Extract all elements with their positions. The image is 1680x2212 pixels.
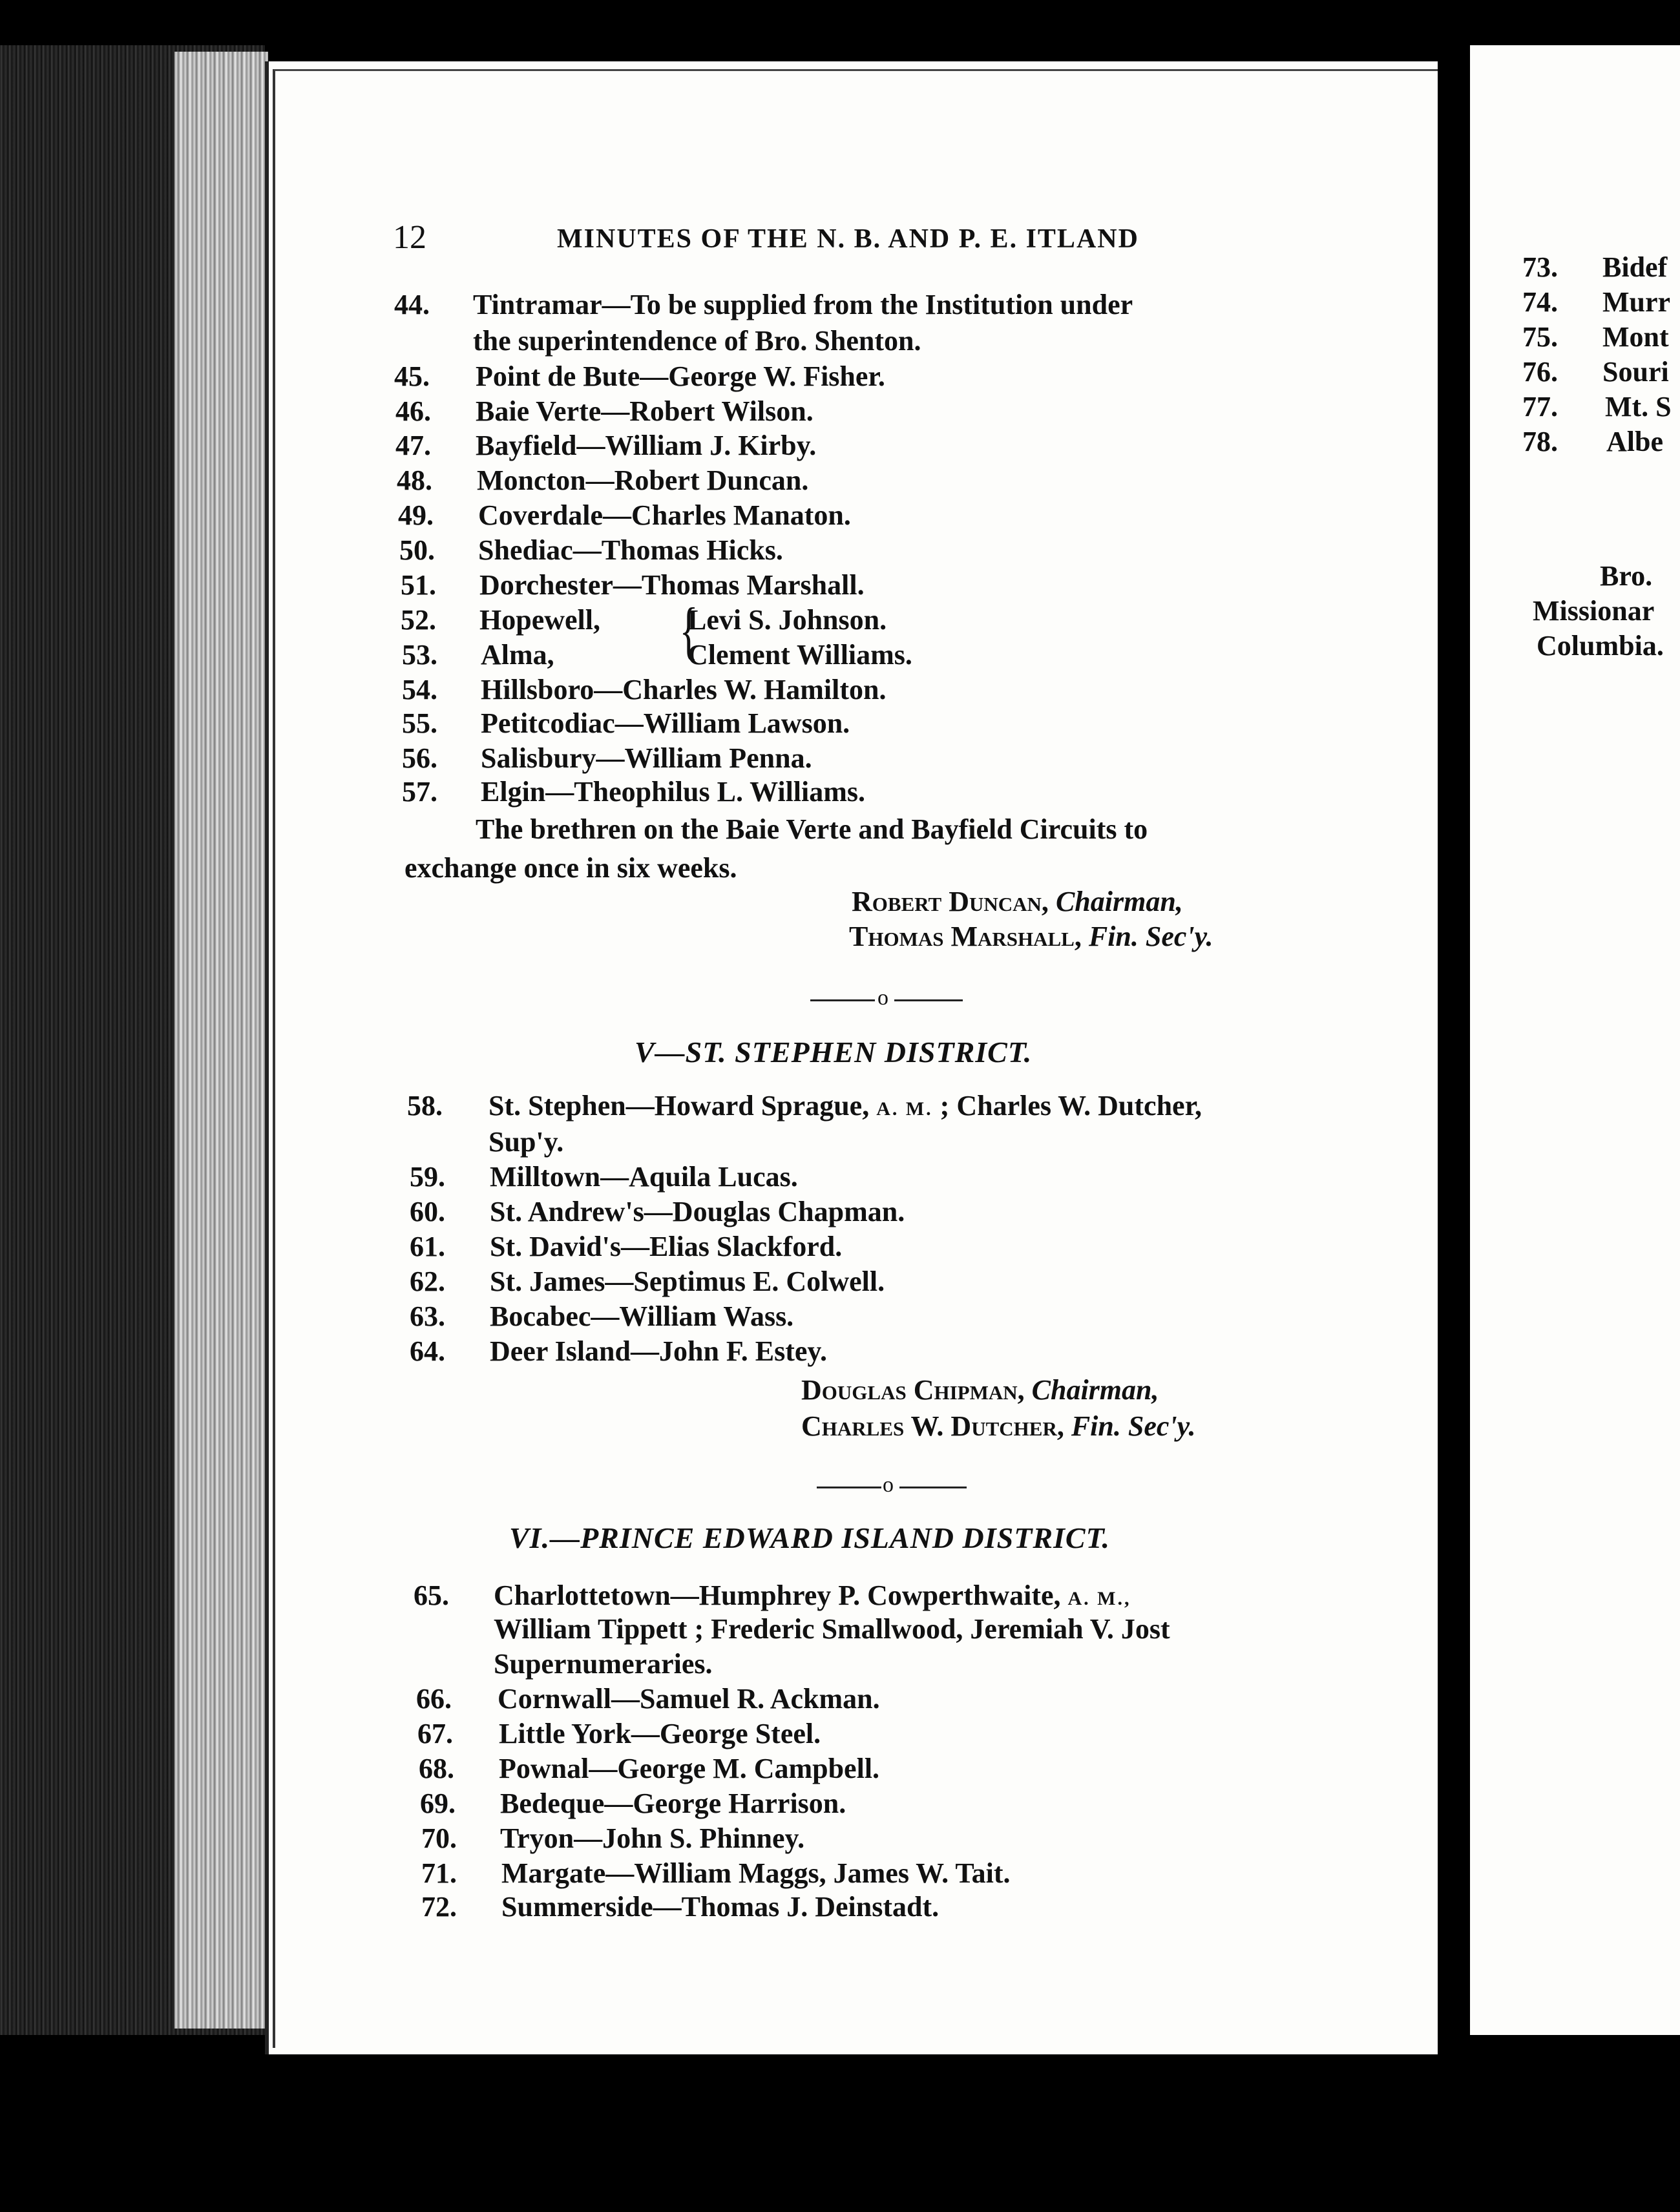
entry-number: 78. [1522, 426, 1558, 457]
right-page-note-cont: Columbia. [1537, 630, 1664, 662]
entry-text [494, 1579, 1131, 1612]
signatory-name: Douglas Chipman, [801, 1374, 1025, 1406]
entry-number: 74. [1522, 286, 1558, 318]
entry-text: St. James—Septimus E. Colwell. [490, 1266, 885, 1297]
separator-mark: o [883, 1473, 894, 1497]
entry-text-part: Charlottetown—Humphrey P. Cowperthwaite, [494, 1580, 1061, 1611]
entry-text: Tryon—John S. Phinney. [500, 1822, 805, 1854]
entry-number: 56. [402, 742, 437, 774]
entry-text: Hillsboro—Charles W. Hamilton. [481, 674, 887, 705]
separator-rule [817, 1487, 881, 1488]
entry-number: 61. [410, 1231, 445, 1262]
entry-number: 71. [421, 1857, 457, 1889]
entry-text: Deer Island—John F. Estey. [490, 1335, 827, 1367]
entry-text: Summerside—Thomas J. Deinstadt. [501, 1891, 940, 1923]
entry-number: 52. [401, 604, 436, 636]
entry-number: 63. [410, 1300, 445, 1332]
entry-text: Tintramar—To be supplied from the Institution under [473, 289, 1133, 320]
separator-rule [899, 1487, 967, 1488]
district6-heading: VI.—PRINCE EDWARD ISLAND DISTRICT. [509, 1521, 1110, 1554]
entry-text: Pownal—George M. Campbell. [499, 1753, 880, 1784]
entry-number: 44. [394, 289, 430, 320]
entry-number: 66. [416, 1683, 452, 1715]
entry-number: 65. [414, 1580, 449, 1611]
entry-number: 70. [421, 1822, 457, 1854]
entry-number: 53. [402, 639, 437, 671]
page-number: 12 [393, 219, 426, 256]
signatory-name: Charles W. Dutcher, [801, 1410, 1064, 1442]
entry-text: Bayfield—William J. Kirby. [476, 430, 817, 461]
separator-rule [810, 999, 875, 1001]
entry-text: Mt. S [1605, 391, 1672, 423]
signatory-title: Fin. Sec'y. [1071, 1410, 1196, 1442]
entry-number: 54. [402, 674, 437, 705]
entry-text: Milltown—Aquila Lucas. [490, 1161, 798, 1193]
entry-number: 68. [419, 1753, 454, 1784]
entry-text-cont: Sup'y. [488, 1126, 564, 1158]
entry-number: 75. [1522, 321, 1558, 353]
entry-number: 64. [410, 1335, 445, 1367]
entry-text: Petitcodiac—William Lawson. [481, 707, 850, 739]
entry-number: 73. [1522, 251, 1558, 283]
entry-text: Point de Bute—George W. Fisher. [476, 360, 885, 392]
entry-text-cont: William Tippett ; Frederic Smallwood, Jeremiah V. Jost [494, 1613, 1170, 1645]
entry-text: Baie Verte—Robert Wilson. [476, 395, 814, 427]
right-page-note-cont: Missionar [1533, 595, 1655, 627]
entry-number: 48. [397, 464, 432, 496]
entry-text: Shediac—Thomas Hicks. [478, 534, 783, 566]
entry-number: 59. [410, 1161, 445, 1193]
entry-text: Murr [1602, 286, 1671, 318]
entry-text: Bocabec—William Wass. [490, 1300, 794, 1332]
separator-rule [894, 999, 963, 1001]
entry-number: 67. [417, 1718, 453, 1749]
entry-text [488, 1089, 1202, 1122]
book-gutter [1438, 61, 1470, 2054]
signatory-title: Fin. Sec'y. [1088, 921, 1213, 952]
entry-text: Albe [1606, 426, 1663, 457]
entry-text: Hopewell, [479, 604, 600, 636]
signatory-name: Robert Duncan, [852, 886, 1049, 917]
district4-note-cont: exchange once in six weeks. [404, 852, 737, 884]
entry-text: Moncton—Robert Duncan. [477, 464, 809, 496]
degree-abbrev: A. M. [876, 1098, 933, 1120]
entry-text: Mont [1602, 321, 1669, 353]
entry-text: Levi S. Johnson. [688, 604, 887, 636]
entry-number: 77. [1522, 391, 1558, 423]
district4-note: The brethren on the Baie Verte and Bayfield Circuits to [476, 813, 1148, 845]
entry-number: 50. [399, 534, 435, 566]
entry-text: St. David's—Elias Slackford. [490, 1231, 843, 1262]
entry-number: 69. [420, 1788, 456, 1819]
brace-icon: { [679, 594, 698, 666]
district5-secretary [801, 1410, 1196, 1443]
entry-number: 76. [1522, 356, 1558, 388]
entry-number: 58. [407, 1090, 443, 1122]
entry-text: Bidef [1602, 251, 1668, 283]
entry-number: 57. [402, 776, 437, 808]
entry-text: Bedeque—George Harrison. [500, 1788, 846, 1819]
district5-heading: V—ST. STEPHEN DISTRICT. [635, 1036, 1033, 1069]
entry-text: Clement Williams. [688, 639, 912, 671]
entry-number: 45. [394, 360, 430, 392]
entry-text-cont: the superintendence of Bro. Shenton. [473, 325, 921, 357]
right-page-note: Bro. [1600, 560, 1653, 592]
district5-chairman [801, 1373, 1159, 1406]
entry-text: Alma, [481, 639, 554, 671]
district4-secretary [849, 920, 1213, 953]
entry-text: Salisbury—William Penna. [481, 742, 812, 774]
separator-mark: o [877, 986, 888, 1010]
entry-number: 46. [395, 395, 431, 427]
degree-abbrev: A. M., [1067, 1588, 1131, 1609]
entry-text: Little York—George Steel. [499, 1718, 821, 1749]
entry-number: 60. [410, 1196, 445, 1227]
entry-text: Margate—William Maggs, James W. Tait. [501, 1857, 1011, 1889]
entry-number: 55. [402, 707, 437, 739]
entry-number: 62. [410, 1266, 445, 1297]
entry-text-part: ; Charles W. Dutcher, [940, 1090, 1202, 1122]
entry-text-cont: Supernumeraries. [494, 1648, 713, 1680]
entry-text: St. Andrew's—Douglas Chapman. [490, 1196, 905, 1227]
entry-text: Elgin—Theophilus L. Williams. [481, 776, 866, 808]
entry-number: 72. [421, 1891, 457, 1923]
district4-chairman [852, 885, 1183, 918]
entry-text: Cornwall—Samuel R. Ackman. [498, 1683, 880, 1715]
book-page-edges-light [174, 52, 268, 2029]
entry-text: Souri [1602, 356, 1669, 388]
entry-text-part: St. Stephen—Howard Sprague, [488, 1090, 870, 1122]
entry-text: Dorchester—Thomas Marshall. [479, 569, 865, 601]
entry-number: 49. [398, 499, 434, 531]
signatory-name: Thomas Marshall, [849, 921, 1082, 952]
entry-number: 47. [395, 430, 431, 461]
signatory-title: Chairman, [1055, 886, 1183, 917]
entry-text: Coverdale—Charles Manaton. [478, 499, 851, 531]
signatory-title: Chairman, [1031, 1374, 1159, 1406]
running-head: MINUTES OF THE N. B. AND P. E. ITLAND [557, 224, 1139, 254]
entry-number: 51. [401, 569, 436, 601]
